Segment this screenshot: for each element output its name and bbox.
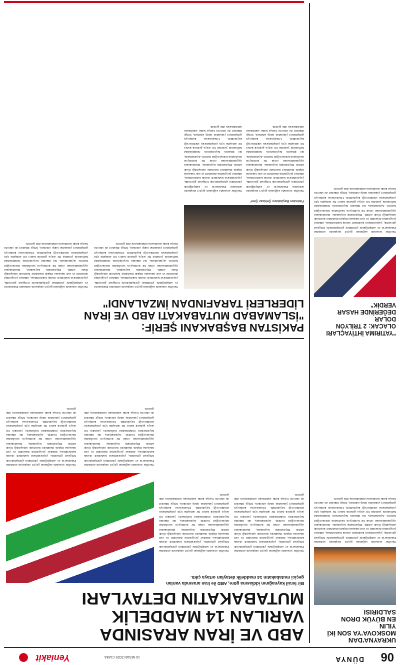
lead-headline-3: MUTABAKATIN DETAYLARI bbox=[81, 589, 304, 608]
bottom-accent bbox=[4, 1, 304, 3]
lead-story bbox=[4, 343, 304, 643]
side-story-damage bbox=[314, 5, 396, 335]
section-label: DÜNYA bbox=[334, 655, 364, 662]
ukraine-photo bbox=[314, 547, 396, 605]
masthead-divider bbox=[4, 647, 396, 648]
lead-headline-1: ABD VE İRAN ARASINDA bbox=[99, 625, 304, 644]
pakistan-caption: Pakistan Başbakanı Şehbaz Şerif bbox=[250, 199, 304, 203]
pakistan-kicker: PAKİSTAN BAŞBAKANI ŞERİF: bbox=[141, 321, 304, 333]
brand-logo: Yeniakit bbox=[35, 653, 70, 663]
lead-body-col2: Taraflar arasında sağlanan geçici ateşkesin ardından Pakistan'ın ev sahipliğinde yürütülen görüşmelerde bölgesel güvenlik, yaptırımların kademeli olarak kaldırılması, nükleer programın denetimi ve esir takasına ilişkin maddeler üzerinde uzlaşıldığı ifade edildi. Diplomatik kaynaklar, mutabakatın uygulanmasının ortak bir komisyon tarafından izleneceğini belirtti. Açıklamada, iki ülkenin heyetlerinin önümüzdeki haftalarda yeniden bir araya gelerek kalıcı bir anlaşma için çalışmalarını sürdüreceği kaydedildi. Uluslararası kamuoyu gelişmeleri yakından takip ederken, bölge ülkeleri de sürecin barışa katkı sunmasını umduklarını dile getirdi. bbox=[159, 493, 229, 553]
masthead bbox=[0, 649, 400, 665]
side-divider bbox=[309, 3, 310, 643]
lead-body-col3: Taraflar arasında sağlanan geçici ateşkesin ardından Pakistan'ın ev sahipliğinde yürütülen görüşmelerde bölgesel güvenlik, yaptırımların kademeli olarak kaldırılması, nükleer programın denetimi ve esir takasına ilişkin maddeler üzerinde uzlaşıldığı ifade edildi. Diplomatik kaynaklar, mutabakatın uygulanmasının ortak bir komisyon tarafından izleneceğini belirtti. Açıklamada, iki ülkenin heyetlerinin önümüzdeki haftalarda yeniden bir araya gelerek kalıcı bir anlaşma için çalışmalarını sürdüreceği kaydedildi. Uluslararası kamuoyu gelişmeleri yakından takip ederken, bölge ülkeleri de sürecin barışa katkı sunmasını umduklarını dile getirdi. bbox=[84, 407, 154, 467]
damage-headline-3: DEĞERİNDE HASAR VERDİK" bbox=[337, 301, 396, 314]
ukraine-headline-3: EN BÜYÜK DRON SALDIRISI bbox=[341, 608, 396, 622]
pakistan-story bbox=[4, 3, 304, 333]
flags-photo bbox=[6, 473, 154, 583]
pakistan-body-col2: Taraflar arasında sağlanan geçici ateşkesin ardından Pakistan'ın ev sahipliğinde yürütülen görüşmelerde bölgesel güvenlik, yaptırımların kademeli olarak kaldırılması, nükleer programın denetimi ve esir takasına ilişkin maddeler üzerinde uzlaşıldığı ifade edildi. Diplomatik kaynaklar, mutabakatın uygulanmasının ortak bir komisyon tarafından izleneceğini belirtti. Açıklamada, iki ülkenin heyetlerinin önümüzdeki haftalarda yeniden bir araya gelerek kalıcı bir anlaşma için çalışmalarını sürdüreceği kaydedildi. Uluslararası kamuoyu gelişmeleri yakından takip ederken, bölge ülkeleri de sürecin barışa katkı sunmasını umduklarını dile getirdi. bbox=[4, 242, 88, 289]
date-line: 10 NİSAN 2025 CUMA bbox=[104, 655, 140, 659]
ukraine-headline-2: MOSKOVA'YA SON İKİ YILIN bbox=[327, 622, 396, 636]
lead-body-col1: Taraflar arasında sağlanan geçici ateşkesin ardından Pakistan'ın ev sahipliğinde yürütülen görüşmelerde bölgesel güvenlik, yaptırımların kademeli olarak kaldırılması, nükleer programın denetimi ve esir takasına ilişkin maddeler üzerinde uzlaşıldığı ifade edildi. Diplomatik kaynaklar, mutabakatın uygulanmasının ortak bir komisyon tarafından izleneceğini belirtti. Açıklamada, iki ülkenin heyetlerinin önümüzdeki haftalarda yeniden bir araya gelerek kalıcı bir anlaşma için çalışmalarını sürdüreceği kaydedildi. Uluslararası kamuoyu gelişmeleri yakından takip ederken, bölge ülkeleri de sürecin barışa katkı sunmasını umduklarını dile getirdi. bbox=[234, 493, 304, 553]
ukraine-headline-1: UKRAYNA'DAN bbox=[348, 636, 396, 643]
page-number: 06 bbox=[380, 650, 394, 664]
pakistan-headline-1: "İSLAMABAD MUTABAKATI ABD VE İRAN bbox=[83, 309, 304, 321]
pakistan-headline-2: LİDERLERİ TARAFINDAN İMZALANDI" bbox=[102, 297, 304, 309]
brand-mark-icon bbox=[19, 653, 28, 662]
ukraine-body: Taraflar arasında sağlanan geçici ateşkesin ardından Pakistan'ın ev sahipliğinde yürütülen görüşmelerde bölgesel güvenlik, yaptırımların kademeli olarak kaldırılması, nükleer programın denetimi ve esir takasına ilişkin maddeler üzerinde uzlaşıldığı ifade edildi. Diplomatik kaynaklar, mutabakatın uygulanmasının ortak bir komisyon tarafından izleneceğini belirtti. Açıklamada, iki ülkenin heyetlerinin önümüzdeki haftalarda yeniden bir araya gelerek kalıcı bir anlaşma için çalışmalarını sürdüreceği kaydedildi. Uluslararası kamuoyu gelişmeleri yakından takip ederken, bölge ülkeleri de sürecin barışa katkı sunmasını umduklarını dile getirdi. bbox=[314, 497, 396, 544]
pakistan-photo bbox=[184, 205, 304, 289]
pakistan-body-col1: Taraflar arasında sağlanan geçici ateşkesin ardından Pakistan'ın ev sahipliğinde yürütülen görüşmelerde bölgesel güvenlik, yaptırımların kademeli olarak kaldırılması, nükleer programın denetimi ve esir takasına ilişkin maddeler üzerinde uzlaşıldığı ifade edildi. Diplomatik kaynaklar, mutabakatın uygulanmasının ortak bir komisyon tarafından izleneceğini belirtti. Açıklamada, iki ülkenin heyetlerinin önümüzdeki haftalarda yeniden bir araya gelerek kalıcı bir anlaşma için çalışmalarını sürdüreceği kaydedildi. Uluslararası kamuoyu gelişmeleri yakından takip ederken, bölge ülkeleri de sürecin barışa katkı sunmasını umduklarını dile getirdi. bbox=[94, 242, 178, 289]
damage-headline-1: "YATIRIMA İHTİYAÇLARI bbox=[326, 329, 396, 335]
side-story-ukraine bbox=[314, 343, 396, 643]
damage-photo bbox=[314, 237, 396, 297]
pakistan-body-col4: Taraflar arasında sağlanan geçici ateşkesin ardından Pakistan'ın ev sahipliğinde yürütülen görüşmelerde bölgesel güvenlik, yaptırımların kademeli olarak kaldırılması, nükleer programın denetimi ve esir takasına ilişkin maddeler üzerinde uzlaşıldığı ifade edildi. Diplomatik kaynaklar, mutabakatın uygulanmasının ortak bir komisyon tarafından izleneceğini belirtti. Açıklamada, iki ülkenin heyetlerinin önümüzdeki haftalarda yeniden bir araya gelerek kalıcı bir anlaşma için çalışmalarını sürdüreceği kaydedildi. Uluslararası kamuoyu gelişmeleri yakından takip ederken, bölge ülkeleri de sürecin barışa katkı sunmasını umduklarını dile getirdi. bbox=[184, 124, 242, 193]
lead-headline-2: VARILAN 14 MADDELİK bbox=[111, 607, 304, 626]
pakistan-body-col3: Taraflar arasında sağlanan geçici ateşkesin ardından Pakistan'ın ev sahipliğinde yürütülen görüşmelerde bölgesel güvenlik, yaptırımların kademeli olarak kaldırılması, nükleer programın denetimi ve esir takasına ilişkin maddeler üzerinde uzlaşıldığı ifade edildi. Diplomatik kaynaklar, mutabakatın uygulanmasının ortak bir komisyon tarafından izleneceğini belirtti. Açıklamada, iki ülkenin heyetlerinin önümüzdeki haftalarda yeniden bir araya gelerek kalıcı bir anlaşma için çalışmalarını sürdüreceği kaydedildi. Uluslararası kamuoyu gelişmeleri yakından takip ederken, bölge ülkeleri de sürecin barışa katkı sunmasını umduklarını dile getirdi. bbox=[246, 124, 304, 193]
damage-body: Taraflar arasında sağlanan geçici ateşkesin ardından Pakistan'ın ev sahipliğinde yürütülen görüşmelerde bölgesel güvenlik, yaptırımların kademeli olarak kaldırılması, nükleer programın denetimi ve esir takasına ilişkin maddeler üzerinde uzlaşıldığı ifade edildi. Diplomatik kaynaklar, mutabakatın uygulanmasının ortak bir komisyon tarafından izleneceğini belirtti. Açıklamada, iki ülkenin heyetlerinin önümüzdeki haftalarda yeniden bir araya gelerek kalıcı bir anlaşma için çalışmalarını sürdüreceği kaydedildi. Uluslararası kamuoyu gelişmeleri yakından takip ederken, bölge ülkeleri de sürecin barışa katkı sunmasını umduklarını dile getirdi. bbox=[314, 187, 396, 234]
story-divider bbox=[4, 338, 304, 339]
damage-headline-2: OLACAK: 2 TRİLYON DOLAR bbox=[335, 315, 396, 328]
lead-body-col4: Taraflar arasında sağlanan geçici ateşkesin ardından Pakistan'ın ev sahipliğinde yürütülen görüşmelerde bölgesel güvenlik, yaptırımların kademeli olarak kaldırılması, nükleer programın denetimi ve esir takasına ilişkin maddeler üzerinde uzlaşıldığı ifade edildi. Diplomatik kaynaklar, mutabakatın uygulanmasının ortak bir komisyon tarafından izleneceğini belirtti. Açıklamada, iki ülkenin heyetlerinin önümüzdeki haftalarda yeniden bir araya gelerek kalıcı bir anlaşma için çalışmalarını sürdüreceği kaydedildi. Uluslararası kamuoyu gelişmeleri yakından takip ederken, bölge ülkeleri de sürecin barışa katkı sunmasını umduklarını dile getirdi. bbox=[6, 407, 76, 467]
lead-kicker: Bir İsrail kaynağının iddiasına göre, ABD ile İran arasında varılan geçici mutabakatın 14 maddelik detayları ortaya çıktı. bbox=[166, 575, 304, 586]
